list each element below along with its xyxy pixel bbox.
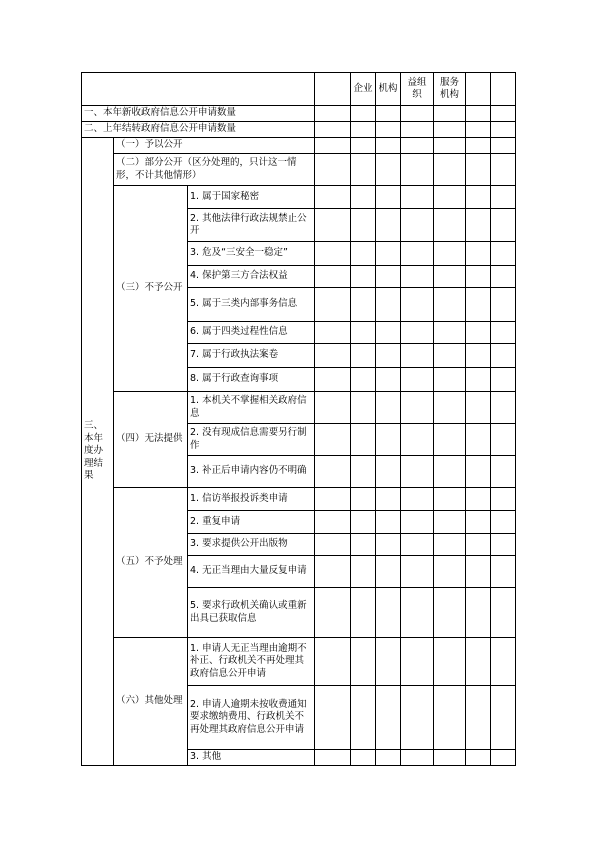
list-item: 2. 重复申请 <box>188 511 315 534</box>
not-disclose-label: （三）不予公开 <box>114 186 188 392</box>
row-disclose: （一）予以公开 <box>114 138 315 154</box>
list-item: 5. 要求行政机关确认或重新出具已获取信息 <box>188 588 315 638</box>
list-item: 3. 其他 <box>188 750 315 766</box>
list-item: 6. 属于四类过程性信息 <box>188 322 315 344</box>
row-carried-requests: 二、上年结转政府信息公开申请数量 <box>82 122 315 138</box>
list-item: 1. 属于国家秘密 <box>188 186 315 209</box>
list-item: 1. 本机关不掌握相关政府信息 <box>188 392 315 424</box>
table-row <box>82 154 516 186</box>
list-item: 3. 补正后申请内容仍不明确 <box>188 456 315 488</box>
list-item: 4. 无正当理由大量反复申请 <box>188 556 315 588</box>
header-row <box>82 73 516 106</box>
list-item: 3. 要求提供公开出版物 <box>188 534 315 556</box>
list-item: 2. 其他法律行政法规禁止公开 <box>188 209 315 242</box>
header-public-welfare: 益组织 <box>401 73 434 106</box>
table-row <box>82 638 516 686</box>
table-row <box>82 488 516 511</box>
table-row <box>82 122 516 138</box>
list-item: 8. 属于行政查询事项 <box>188 368 315 392</box>
table-row <box>82 392 516 424</box>
table-row <box>82 106 516 122</box>
header-enterprise: 企业 <box>351 73 376 106</box>
list-item: 7. 属于行政执法案卷 <box>188 344 315 368</box>
other-label: （六）其他处理 <box>114 638 188 766</box>
list-item: 3. 危及“三安全一稳定” <box>188 242 315 266</box>
row-new-requests: 一、本年新收政府信息公开申请数量 <box>82 106 315 122</box>
table-row <box>82 186 516 209</box>
list-item: 1. 申请人无正当理由逾期不补正、行政机关不再处理其政府信息公开申请 <box>188 638 315 686</box>
list-item: 1. 信访举报投诉类申请 <box>188 488 315 511</box>
header-institution: 机构 <box>376 73 401 106</box>
header-blank-col <box>315 73 351 106</box>
list-item: 2. 申请人逾期未按收费通知要求缴纳费用、行政机关不再处理其政府信息公开申请 <box>188 686 315 750</box>
header-blank-cell <box>82 73 315 106</box>
row-partial: （二）部分公开（区分处理的，只计这一情形，不计其他情形） <box>114 154 315 186</box>
list-item: 2. 没有现成信息需要另行制作 <box>188 424 315 456</box>
header-service-org: 服务机构 <box>434 73 466 106</box>
list-item: 5. 属于三类内部事务信息 <box>188 288 315 322</box>
section3-label: 三、本年度办理结果 <box>82 138 114 766</box>
table-row <box>82 138 516 154</box>
statistics-table <box>81 72 516 766</box>
list-item: 4. 保护第三方合法权益 <box>188 266 315 288</box>
unable-label: （四）无法提供 <box>114 392 188 488</box>
not-handle-label: （五）不予处理 <box>114 488 188 638</box>
